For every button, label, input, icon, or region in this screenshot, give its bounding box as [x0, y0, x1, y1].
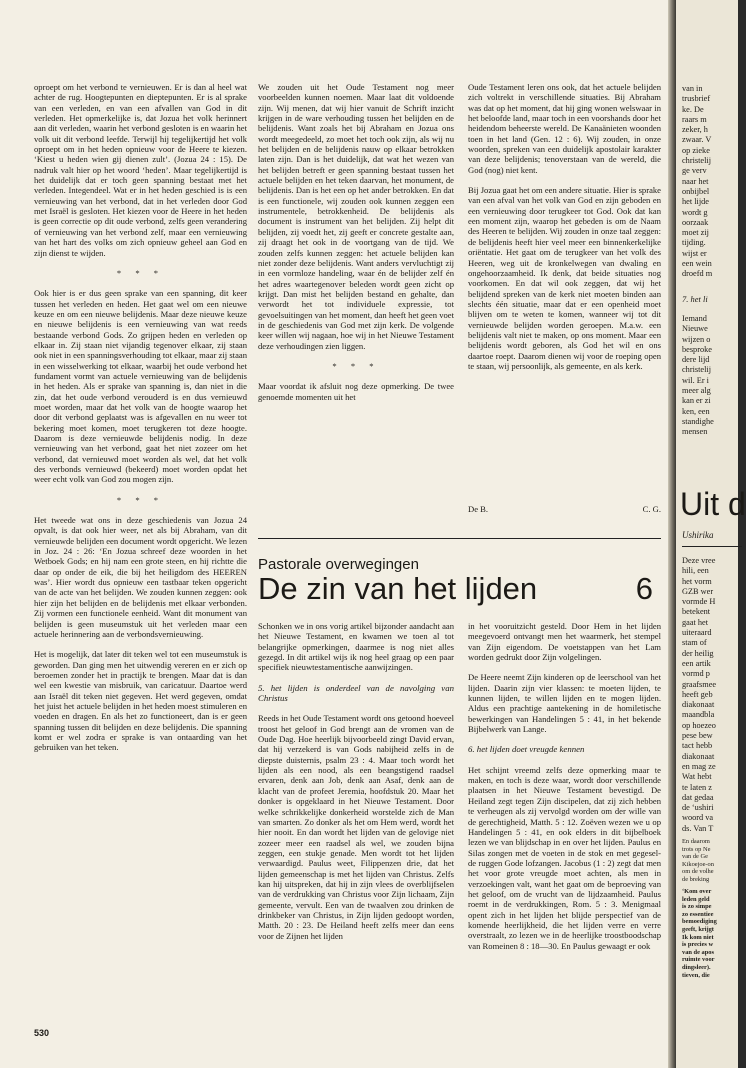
text-line: woord va: [682, 813, 714, 823]
text-line: ken, een: [682, 406, 710, 416]
text-line: tieven, die: [682, 971, 710, 979]
text-line: mensen: [682, 427, 708, 437]
subheading: 6. het lijden doet vreugde kennen: [468, 744, 585, 755]
text-line: onbijbel: [682, 186, 710, 196]
text-line: Nieuwe: [682, 324, 708, 334]
paragraph: Schonken we in ons vorig artikel bijzonder aandacht aan het Nieuwe Testament, en kwamen we toen al tot belangrijke opmerkingen, daarmee is nog niet alles gezegd. In dit artikel wijs ik nog heel graag op een paar specifiek nieuwtestamentische aanwijzingen.: [258, 621, 454, 673]
paragraph: oproept om het verbond te vernieuwen. Er is dan al heel wat achter de rug. Hoogtepunten en dieptepunten. Er is al sprake van een verleden, en van een afvallen van God in dit verleden. Het opmerkelijke is, dat Jozua het volk herinnert aan dit verleden, waarin het verbond gesloten is en waarin het volk uit dit verbond leefde. Terwijl hij tegelijkertijd het volk oproept om in het heden opnieuw voor de Heere te kiezen. ‘Kiest u heden wien gij dienen zult’. (Jozua 24 : 15). De nadruk valt hier op het woord ‘heden’. Maar tegelijkertijd is het duidelijk dat er toch geen spanning bestaat met het verleden. Integendeel. Wat er in het heden geschied is is een vernieuwing van het verbond, dat in het verleden door God met Israël is gesloten. Het kiezen voor de Heere in het heden is geen correctie op dit oude verbond, zelfs geen verandering of vernieuwing van het verbond zelf, maar een vernieuwing van het hart des volks om zich opnieuw geheel aan God en zijn dienst te wijden.: [34, 82, 247, 258]
text-line: Wat hebt: [682, 772, 712, 782]
paragraph: Het schijnt vreemd zelfs deze opmerking maar te maken, en toch is deze waar, wordt door verschillende plaatsen in het Nieuwe Testament bevestigd. De Heiland zegt tegen Zijn discipelen, dat zij zich hebben te verheugen als zij vervolgd worden om der wille van de gerechtigheid, Matth. 5 : 12. Zoëven wezen we u op Handelingen 5 : 41, en ook elders in dit bijbelboek lezen we van blijdschap in en over het lijden. Paulus en Silas zongen met de voeten in de stok en met gegesel-de ruggen Gode lofzangen. Jacobus (1 : 2) zegt dat men het voor grote vreugde moet achten, als men in verzoekingen valt, want het gaat om de beproeving van het geloof, om de vrucht van de lijdzaamheid. Paulus roemt in de verdrukkingen, Rom. 5 : 3. Menigmaal opent zich in het lijden het blijde perspectief van de komende heerlijkheid, die het lijden verre en verre overstraalt, zo lezen we in de heerlijke troostboodschap van Romeinen 8 : 18—30. En Paulus gewaagt er ook: [468, 764, 661, 951]
subheading: 5. het lijden is onderdeel van de navolging van Christus: [258, 682, 454, 704]
text-line: hili, een: [682, 566, 709, 576]
text-line: de ‘ushiri: [682, 803, 714, 813]
paragraph: in het vooruitzicht gesteld. Door Hem in het lijden meegevoerd ontvangt men het waarmerk, het stempel van Zijn eigendom. De voetstappen van het Lam worden gedrukt door Zijn volgelingen.: [468, 621, 661, 663]
book-gutter: [668, 0, 676, 1068]
text-line: En daarom: [682, 838, 710, 845]
text-line: geeft, krijgt: [682, 925, 714, 933]
text-line: graafsmee: [682, 679, 717, 689]
text-line: zo essentiee: [682, 910, 714, 918]
signature-initials-left: De B.: [468, 504, 489, 514]
paragraph: Bij Jozua gaat het om een andere situatie. Hier is sprake van een afval van het volk van God en zijn geboden en een vernieuwing door terugkeer tot God. Ook dat kan een moment zijn, waarop het gebeden is om de Naam des Heeren te belijden. Wij zouden in onze taal zeggen: de belijdenis heeft hier veel meer een binnenkerkelijke oriëntatie. Het gaat om de terugkeer van het volk des Heeren, weg uit de kronkelwegen van dwaling en ongehoorzaamheid. Ik denk, dat beide situaties nog voorkomen. En dat wil ook zeggen, dat wij het belijdend spreken van de kerk niet moeten binden aan slechts één situatie, maar dat er een openheid moet blijven om te weten te komen, wanneer wij tot dit vernieuwde belijden worden geroepen. M.a.w. een belijdenis valt niet te maken, op ons moment. Maar een belijdenis wordt geboren, als God het wil en ons daartoe roept. Daarom dienen wij voor de roeping open te staan, wij persoonlijk, als gemeente, en als kerk.: [468, 185, 661, 371]
text-line: raars m: [682, 114, 707, 124]
section-break: * * *: [116, 267, 165, 278]
text-line: droefd m: [682, 269, 713, 279]
next-page-subheading: Ushirika: [682, 530, 714, 540]
text-line: christelij: [682, 156, 712, 166]
text-line: ke. De: [682, 104, 704, 114]
section-break: * * *: [332, 360, 380, 371]
next-page-item-heading: 7. het li: [682, 294, 708, 304]
paragraph: Maar voordat ik afsluit nog deze opmerking. De twee genoemde momenten uit het: [258, 381, 454, 402]
text-line: diakonaat: [682, 751, 715, 761]
column-middle: [258, 82, 454, 402]
article-column-2: [468, 621, 661, 951]
text-line: standighe: [682, 416, 714, 426]
text-line: stam of: [682, 638, 707, 648]
text-line: betekent: [682, 607, 711, 617]
text-line: het vorm: [682, 576, 712, 586]
text-line: ds. Van T: [682, 823, 714, 833]
text-line: uiteraard: [682, 628, 712, 638]
text-line: ‘Kom over: [682, 888, 712, 895]
next-page-heading: Uit d: [680, 486, 746, 522]
next-page-text-bottom: [676, 556, 716, 834]
text-line: Iemand: [682, 314, 707, 323]
paragraph: We zouden uit het Oude Testament nog meer voorbeelden kunnen noemen. Maar laat dit voldoende zijn. Wij menen, dat wij hier vanuit de Schrift inzicht krijgen in de ware verhouding tussen het belijden en de belijdenis. Want zoals het bij Abraham en Jozua ons wordt meegedeeld, zo moet het toch ook zijn, als wij nu het belijden en de belijdenis nauw op elkaar betrokken laten zijn. Dan is het duidelijk, dat wat het wezen van het belijden betreft er geen spanning bestaat tussen het actuele belijden en het teken daarvan, het monument, de belijdenis. Dan is het een op het ander betrokken. En dat is een functionele, wij zouden ook kunnen zeggen een instrumentele, betrokkenheid. De belijdenis als document is instrument van het belijden. Zij helpt dit belijden, zij voedt het, zij geeft er concrete gestalte aan, zij draagt het ook in de voortgang van de tijd. We zouden zelfs kunnen zeggen: het actuele belijden kan niet zonder deze belijdenis. Want anders vervluchtigt zij in een vormloze handeling, waar én de belijder zelf én het adres waartegenover beleden wordt geen zicht op krijgt. Dan mist het belijden bestand en gehalte, dan verwordt het tot individuele expressie, tot gevoelsuitingen van het moment, dan heeft het geen voet in de geschiedenis van God met zijn kerk. De volgende keer willen wij nagaan, hoe wij in het Nieuwe Testament deze verhoudingen zien liggen.: [258, 82, 454, 351]
text-line: vormde H: [682, 597, 716, 607]
column-right: [468, 82, 661, 371]
text-line: dat gedaa: [682, 792, 714, 802]
paragraph: Reeds in het Oude Testament wordt ons getoond hoeveel troost het geloof in God brengt aan de vromen van de Oude Dag. Hoe heerlijk bijvoorbeeld zingt David ervan, dat hij verzekerd is van Gods nabijheid zelfs in de diepste duisternis, psalm 23 : 4. Maar toch wordt het lijden als een nood, als een beangstigend raadsel ervaren, denk aan Job, denk aan Asaf, denk aan de klacht van de profeet Jeremia, hoofdstuk 20. Maar het donker is opgeklaard in het Nieuwe Testament. Door welke schrikkelijke donkerheid worstelde zich de Man van smarten. Zo donker als het om Hem werd, wordt het hier nooit. En dan wordt het lijden van de gelovige niet zozeer meer een raadsel als wel, we zouden bijna zeggen, een stukje genade. Men wordt tot het lijden verwaardigd. Paulus weet, Filippenzen drie, dat het lijden gemeenschap is met het lijden van Christus. Zelfs kan hij uitspreken, dat hij in zijn vlees de overblijfselen van de verdrukking van Christus voor Zijn lichaam, Zijn gemeente, vervult. Een van de twaalven zou drinken de drinkbeker van Christus, in Zijn lijden gedoopt worden, Matth. 20 : 23. De Heiland heeft zelfs meer dan eens voor de Zijnen het lijden: [258, 713, 454, 941]
text-line: zeker, h: [682, 125, 708, 135]
column-left: [34, 82, 247, 753]
text-line: Ik kom niet: [682, 933, 714, 941]
text-line: heeft geb: [682, 689, 713, 699]
text-line: ge verv: [682, 166, 707, 176]
text-line: pese bew: [682, 731, 713, 741]
next-page-text-middle: [676, 314, 714, 438]
paragraph: De Heere neemt Zijn kinderen op de leerschool van het lijden. Daarin zijn vier klassen: te moeten lijden, te kunnen lijden, te willen lijden en te mogen lijden. Aldus een prachtige aantekening in de homiletische bewerkingen van Handelingen 5 : 41, in het bekende Bijbelwerk van Lange.: [468, 672, 661, 735]
next-page-footnote: [676, 838, 714, 884]
article-column-1: [258, 621, 454, 941]
next-page-text-top: [676, 84, 712, 280]
text-line: der heilig: [682, 648, 714, 658]
text-line: wordt g: [682, 207, 708, 217]
article-kicker: Pastorale overwegingen: [258, 556, 419, 573]
text-line: bemoediging: [682, 918, 717, 926]
text-line: trots op Ne: [682, 845, 711, 853]
text-line: oorzaak: [682, 217, 709, 227]
paragraph: Ook hier is er dus geen sprake van een spanning, dit keer tussen het verleden en heden. Het gaat wel om een nieuwe keuze en om een nieuwe belijdenis. Maar deze nieuwe keuze en nieuwe belijdenis is een vernieuwing van wat reeds bestaande verbond Gods. Zo grijpen heden en verleden op elkaar in. Zij staan niet vijandig tegenover elkaar, zij staan ook niet in een spanningsverhouding tot elkaar, maar zij staan in een wisselwerking tot elkaar, waarbij het oude verbond het fundament vormt van actuele vernieuwing van de belijdenis in het heden. Als er sprake van spanning is, dan niet in die zin, dat het oude verbond verouderd is en dus vernieuwd moet worden, maar dat het volk van de hoogte waarop het door dit verbond geplaatst was is afgevallen en nu weer tot bekering moet komen, moet terugkeren tot deze hoogte. Daarom is deze vernieuwde belijdenis nodig. In deze vernieuwing van het verbond, gaat het niet zozeer om het verbond, dat vernieuwd moet worden als wel, dat het volk des verbonds vernieuwd (bekeerd) moet worden opdat het weer echt volk van God zou mogen zijn.: [34, 288, 247, 485]
text-line: wijst er: [682, 248, 707, 258]
paragraph: Het is mogelijk, dat later dit teken wel tot een museumstuk is geworden. Dan ging men het uitwendig vereren en er zich op beroemen zonder het in practijk te brengen. Maar dat is dan wel een kwestie van misbruik, van caricatuur. Daartoe werd aan Israël dit teken niet gegeven. Het werd gegeven, omdat het juist het actuele belijden in het heden moest stimuleren en voeden en dragen. En als het zo functioneert, dan is er geen spanning tussen dit belijden en deze belijdenis. Die spanning komt er wel zodra er sprake is van ontaarding van het gebruiken van het teken.: [34, 649, 247, 753]
text-line: te laten z: [682, 782, 712, 792]
text-line: vormd p: [682, 669, 710, 679]
text-line: een wein: [682, 259, 712, 269]
text-line: Deze vree: [682, 556, 716, 565]
text-line: naar het: [682, 176, 709, 186]
section-divider: [258, 538, 661, 539]
text-line: trusbrief: [682, 94, 711, 104]
text-line: de breking: [682, 875, 710, 883]
text-line: Kikoejoe-on: [682, 860, 714, 868]
paragraph: Het tweede wat ons in deze geschiedenis van Jozua 24 opvalt, is dat ook hier weer, net als bij Abraham, van dit vernieuwde belijden een document wordt opgericht. We lezen in Joz. 24 : 26: ‘En Jozua schreef deze woorden in het Wetboek Gods; en hij nam een grote steen, en hij richtte die daar op onder de eik, die bij het heiligdom des HEEREN was’. Hier wordt dus opnieuw een tastbaar teken opgericht van de acte van het belijden. We zouden kunnen zeggen: ook hier zijn het belijden en de belijdenis met elkaar verbonden. Zij vormen een functionele eenheid. Want dit monument van belijden is geen museumstuk uit het verleden maar een actuele herinnering aan de verbondsvernieuwing.: [34, 515, 247, 639]
text-line: moet zij: [682, 228, 709, 238]
text-line: het lijde: [682, 197, 709, 207]
text-line: om de volhe: [682, 868, 714, 876]
text-line: ruimte voor: [682, 956, 715, 964]
text-line: op hoezeo: [682, 720, 716, 730]
text-line: tijding.: [682, 238, 706, 248]
text-line: is precies w: [682, 941, 714, 949]
article-title: De zin van het lijden: [258, 571, 538, 606]
page-number: 530: [34, 1028, 50, 1038]
text-line: een artik: [682, 658, 711, 668]
next-page-rule: [682, 546, 742, 547]
text-line: diakonaat: [682, 700, 715, 710]
text-line: gaat het: [682, 617, 709, 627]
text-line: van in: [682, 84, 703, 93]
text-line: op zieke: [682, 145, 710, 155]
text-line: en mag ze: [682, 761, 716, 771]
next-page-footnote-bold: [676, 888, 717, 979]
text-line: GZB wer: [682, 586, 714, 596]
next-page-fragment: [676, 0, 746, 1068]
text-line: dingsleer).: [682, 963, 711, 971]
text-line: leden geld: [682, 895, 710, 903]
text-line: dere lijd: [682, 355, 710, 365]
paragraph: Oude Testament leren ons ook, dat het actuele belijden zich voltrekt in verschillende situaties. Bij Abraham was dat op het moment, dat hij ging wonen welswaar in het beloofde land, maar toch in een voorshands door het heidendom beheerste wereld. De Kanaänieten woonden toen in het land (Gen. 12 : 6). Wij zouden, in onze woorden, spreken van een duidelijk apostolair karakter van deze belijdenis; tenoverstaan van de wereld, die God (nog) niet kent.: [468, 82, 661, 175]
text-line: van de apos: [682, 948, 714, 956]
text-line: zwaar. V: [682, 135, 712, 145]
text-line: maandbla: [682, 710, 715, 720]
section-break: * * *: [116, 494, 165, 505]
signature-initials-right: C. G.: [642, 504, 661, 514]
text-line: tact hebb: [682, 741, 713, 751]
text-line: is zo simpe: [682, 903, 712, 911]
article-number: 6: [635, 571, 653, 606]
text-line: meer alg: [682, 386, 711, 396]
text-line: besproke: [682, 344, 712, 354]
text-line: christelij: [682, 365, 712, 375]
text-line: kan er zi: [682, 396, 711, 406]
text-line: wil. Er i: [682, 375, 709, 385]
text-line: van de Ge: [682, 853, 708, 861]
text-line: wijzen o: [682, 334, 711, 344]
